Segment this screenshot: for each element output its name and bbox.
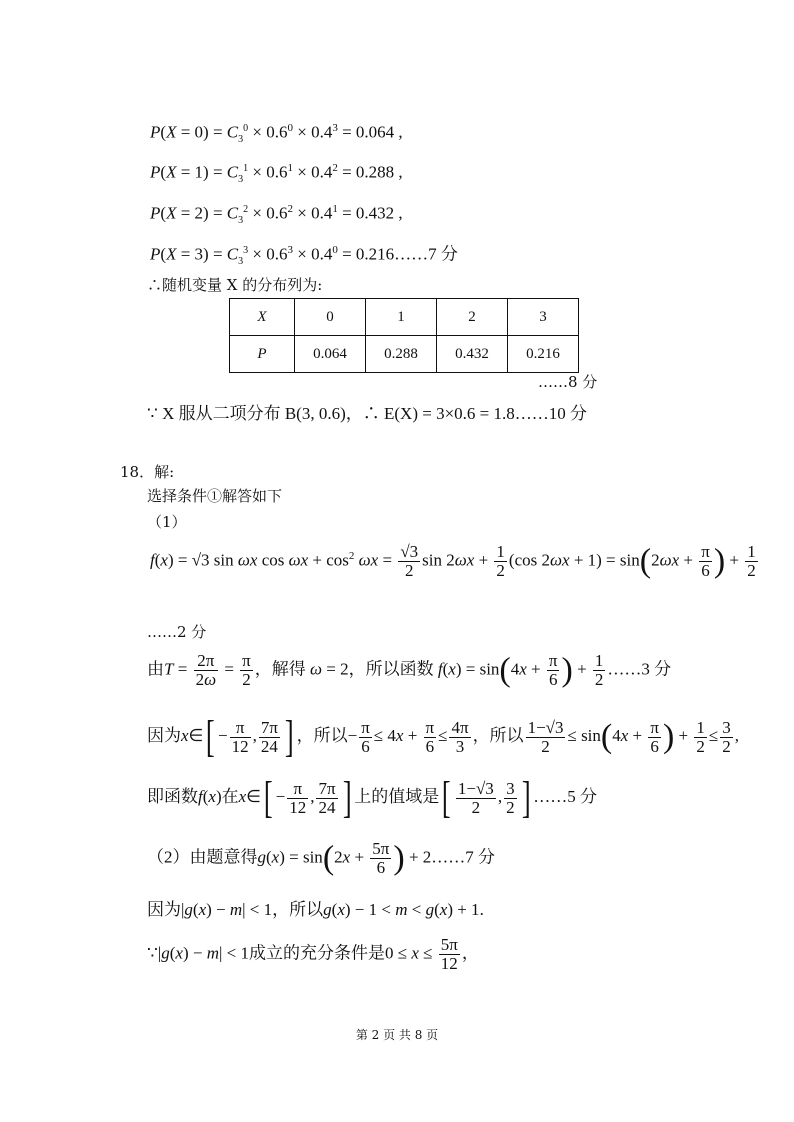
- binomial-line: [147, 404, 587, 424]
- period-line: 由T = $\frac{2\pi}{2\omega}$ = $\frac{\pi}{2}$ ，解得 ω = 2，所以函数 f(x) = sin(4x + $\frac{\pi}{6}$ ) + $\frac{1}{2}$ ……3 分: [147, 651, 672, 689]
- inequality-line: 因为x∈[ − $\frac{\pi}{12}$ , $\frac{7\pi}{24}$ ] ，所以− $\frac{\pi}{6}$ ≤ 4x + $\frac{\pi}{6}$ ≤ $\frac{4\pi}{3}$ ，所以 $\frac{1-√3}{2}$ ≤ sin(4x + $\frac{\pi}{6}$ ) + $\frac{1}{2}$ ≤ $\frac{3}{2}$ ,: [147, 712, 739, 761]
- probability-value: 0: [243, 123, 249, 134]
- probability-line: $P(X = 0) = C_3^0 \times 0.6^0 \times 0.4^3 = 0.064$ ,: [150, 122, 403, 146]
- score-5: ……5 分: [533, 786, 597, 806]
- probability-value: 0: [287, 122, 293, 134]
- abs-end: .: [479, 900, 484, 919]
- probability-line: $P(X = 2) = C_3^2 \times 0.6^2 \times 0.4^1 = 0.432$ ,: [150, 203, 403, 227]
- range-line: 即函数f(x)在x∈[ − $\frac{\pi}{12}$ , $\frac{7\pi}{24}$ ] 上的值域是[ $\frac{1-√3}{2}$ , $\frac{3}{2}$ ] ……5 分: [147, 773, 597, 822]
- binomial-text: ∵ X 服从二项分布 B(3, 0.6)，∴ E(X) = 3×0.6 = 1.8: [147, 404, 515, 423]
- part-2-label: （2）由题意得: [147, 847, 258, 867]
- text-because: 因为: [147, 725, 181, 745]
- part-2-line: （2）由题意得g(x) = sin(2x + $\frac{5\pi}{6}$ ) + 2……7 分: [147, 839, 496, 877]
- probability-value: 1: [194, 162, 204, 182]
- choose-condition: 选择条件①解答如下: [147, 487, 283, 505]
- part-1-label: （1）: [147, 513, 187, 531]
- sufficient-condition-line: ∵|g(x) − m| < 1成立的充分条件是0 ≤ x ≤ $\frac{5\pi}{12}$ ，: [147, 935, 479, 973]
- probability-value: ,: [394, 162, 403, 182]
- text-so-func: ，所以函数: [348, 659, 434, 679]
- probability-value: 2: [194, 203, 204, 223]
- table-row: [230, 336, 579, 373]
- probability-value: 3: [287, 244, 293, 256]
- table-cell: 3: [508, 299, 579, 336]
- condition-text: 成立的充分条件是: [248, 943, 385, 963]
- score-10: ……10 分: [514, 404, 587, 423]
- abs-pre: 因为: [147, 900, 181, 919]
- probability-value: 1: [243, 163, 249, 174]
- text-so-2: ，所以: [472, 725, 524, 745]
- probability-value: 0.216: [355, 244, 395, 264]
- probability-value: 1: [287, 162, 293, 174]
- probability-value: 3: [194, 244, 204, 264]
- probability-value: 3: [332, 122, 338, 134]
- distribution-table: [229, 298, 579, 373]
- function-expansion: f(x) = √3 sin ωx $\cos \omega x + \cos^2 \omega x$ = $\frac{√3}{2}$ sin 2ωx + $\frac{1}{2}$ (cos 2ωx + 1) = sin(2ωx + $\frac{\pi}{6}$ ) + $\frac{1}{2}$: [150, 542, 756, 580]
- question-18-label: 18．解:: [120, 463, 175, 481]
- abs-mid: ，所以: [272, 900, 324, 919]
- probability-value: 0.288: [355, 162, 395, 182]
- table-row: [230, 299, 579, 336]
- table-cell: 0: [295, 299, 366, 336]
- table-cell: 0.064: [295, 336, 366, 373]
- probability-value: 0.064: [355, 122, 395, 142]
- probability-value: 2: [243, 204, 249, 215]
- score-3: ……3 分: [607, 659, 672, 679]
- table-cell: 2: [437, 299, 508, 336]
- page-footer: 第 2 页 共 8 页: [355, 1028, 439, 1042]
- text-you: 由: [147, 659, 164, 679]
- text-zai: 在: [221, 786, 239, 806]
- condition-end: ，: [461, 943, 479, 963]
- table-cell: 0.432: [437, 336, 508, 373]
- text-so: ，所以: [296, 725, 348, 745]
- text-range: 上的值域是: [354, 786, 440, 806]
- score-2: ……2 分: [147, 623, 207, 641]
- probability-value: ,: [394, 122, 403, 142]
- text-solve: ，解得: [254, 659, 306, 679]
- probability-value: 0: [332, 244, 338, 256]
- probability-value: 0: [194, 122, 204, 142]
- probability-value: ……7 分: [394, 244, 458, 264]
- probability-value: 2: [332, 162, 338, 174]
- because-symbol: ∵: [147, 943, 158, 963]
- probability-value: 0.432: [355, 203, 395, 223]
- probability-line: $P(X = 1) = C_3^1 \times 0.6^1 \times 0.4^2 = 0.288$ ,: [150, 162, 403, 186]
- table-cell: 1: [366, 299, 437, 336]
- table-cell: P: [230, 336, 295, 373]
- table-cell: 0.288: [366, 336, 437, 373]
- probability-value: 2: [287, 203, 293, 215]
- probability-value: 3: [243, 245, 249, 256]
- probability-value: ,: [394, 203, 403, 223]
- score-7: ……7 分: [431, 847, 496, 867]
- distribution-intro: ∴随机变量 X 的分布列为:: [147, 276, 323, 294]
- table-cell: X: [230, 299, 295, 336]
- text-ji: 即函数: [147, 786, 198, 806]
- abs-line: 因为|g(x) − m| < 1，所以g(x) − 1 < m < g(x) + 1.: [147, 900, 484, 919]
- table-cell: 0.216: [508, 336, 579, 373]
- score-8: ……8 分: [538, 373, 598, 391]
- probability-line: $P(X = 3) = C_3^3 \times 0.6^3 \times 0.4^0$ = 0.216……7 分: [150, 244, 458, 268]
- probability-value: 1: [332, 203, 338, 215]
